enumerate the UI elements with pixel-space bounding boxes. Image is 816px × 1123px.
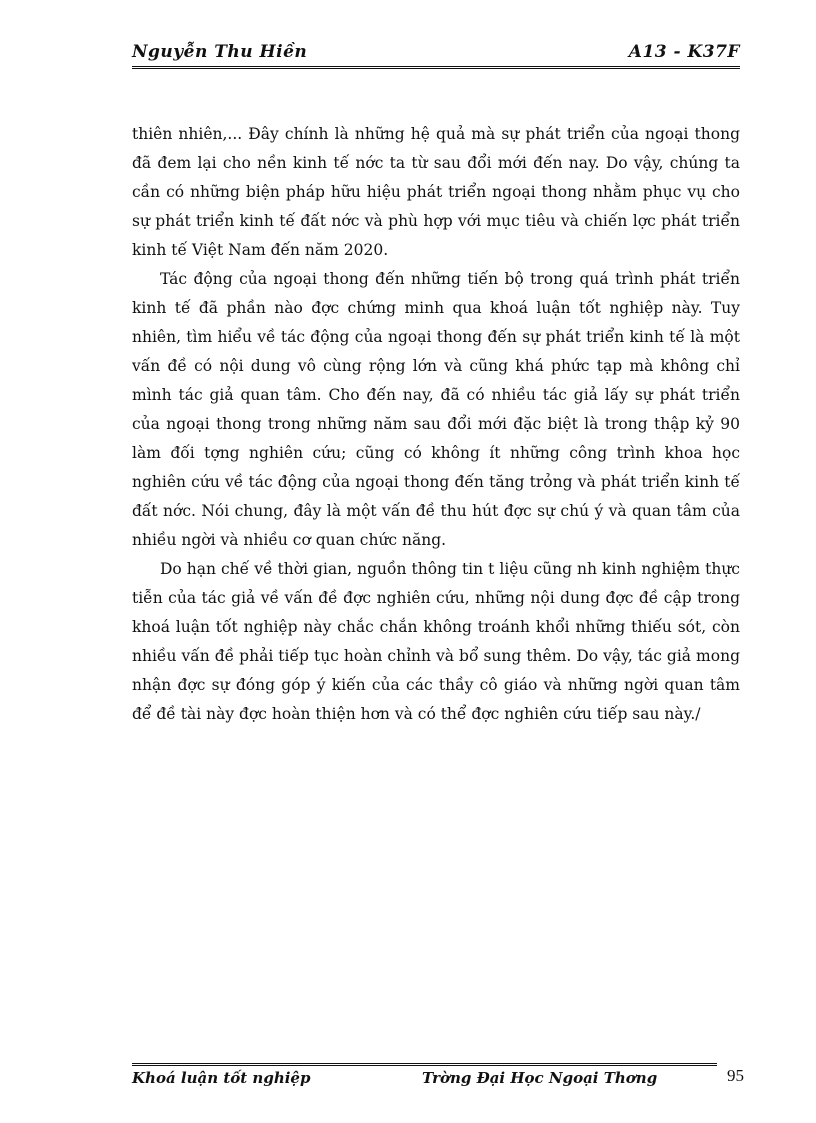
paragraph-3: Do hạn chế về thời gian, nguồn thông tin t liệu cũng nh kinh nghiệm thực tiễn của tác giả về vấn đề đợc nghiên cứu, những nội dung đợc đề cập trong khoá luận tốt nghiệp này chắc chắn không troánh khổi những thiếu sót, còn nhiều vấn đề phải tiếp tục hoàn chỉnh và bổ sung thêm. Do vậy, tác giả mong nhận đợc sự đóng góp ý kiến của các thầy cô giáo và những ngời quan tâm để đề tài này đợc hoàn thiện hơn và có thể đợc nghiên cứu tiếp sau này./ bbox=[132, 560, 740, 723]
header-author: Nguyễn Thu Hiền bbox=[132, 42, 308, 62]
paragraph-1: thiên nhiên,... Đây chính là những hệ quả mà sự phát triển của ngoại thong đã đem lại cho nền kinh tế nớc ta từ sau đổi mới đến nay. Do vậy, chúng ta cần có những biện pháp hữu hiệu phát triển ngoại thong nhằm phục vụ cho sự phát triển kinh tế đất nớc và phù hợp với mục tiêu và chiến lợc phát triển kinh tế Việt Nam đến năm 2020. bbox=[132, 125, 740, 259]
header-rule bbox=[132, 66, 740, 69]
page-footer bbox=[132, 1066, 744, 1092]
page-header bbox=[132, 40, 740, 64]
footer-university: Trờng Đại Học Ngoại Thơng bbox=[422, 1069, 658, 1087]
header-class: A13 - K37F bbox=[628, 42, 740, 62]
paragraph-2: Tác động của ngoại thong đến những tiến bộ trong quá trình phát triển kinh tế đã phần nào đợc chứng minh qua khoá luận tốt nghiệp này. Tuy nhiên, tìm hiểu về tác động của ngoại thong đến sự phát triển kinh tế là một vấn đề có nội dung vô cùng rộng lớn và cũng khá phức tạp mà không chỉ mình tác giả quan tâm. Cho đến nay, đã có nhiều tác giả lấy sự phát triển của ngoại thong trong những năm sau đổi mới đặc biệt là trong thập kỷ 90 làm đối tợng nghiên cứu; cũng có không ít những công trình khoa học nghiên cứu về tác động của ngoại thong đến tăng trỏng và phát triển kinh tế đất nớc. Nói chung, đây là một vấn đề thu hút đợc sự chú ý và quan tâm của nhiều ngời và nhiều cơ quan chức năng. bbox=[132, 270, 740, 549]
page-number: 95 bbox=[727, 1066, 744, 1085]
body-text bbox=[132, 120, 740, 729]
footer-thesis-label: Khoá luận tốt nghiệp bbox=[132, 1069, 311, 1087]
